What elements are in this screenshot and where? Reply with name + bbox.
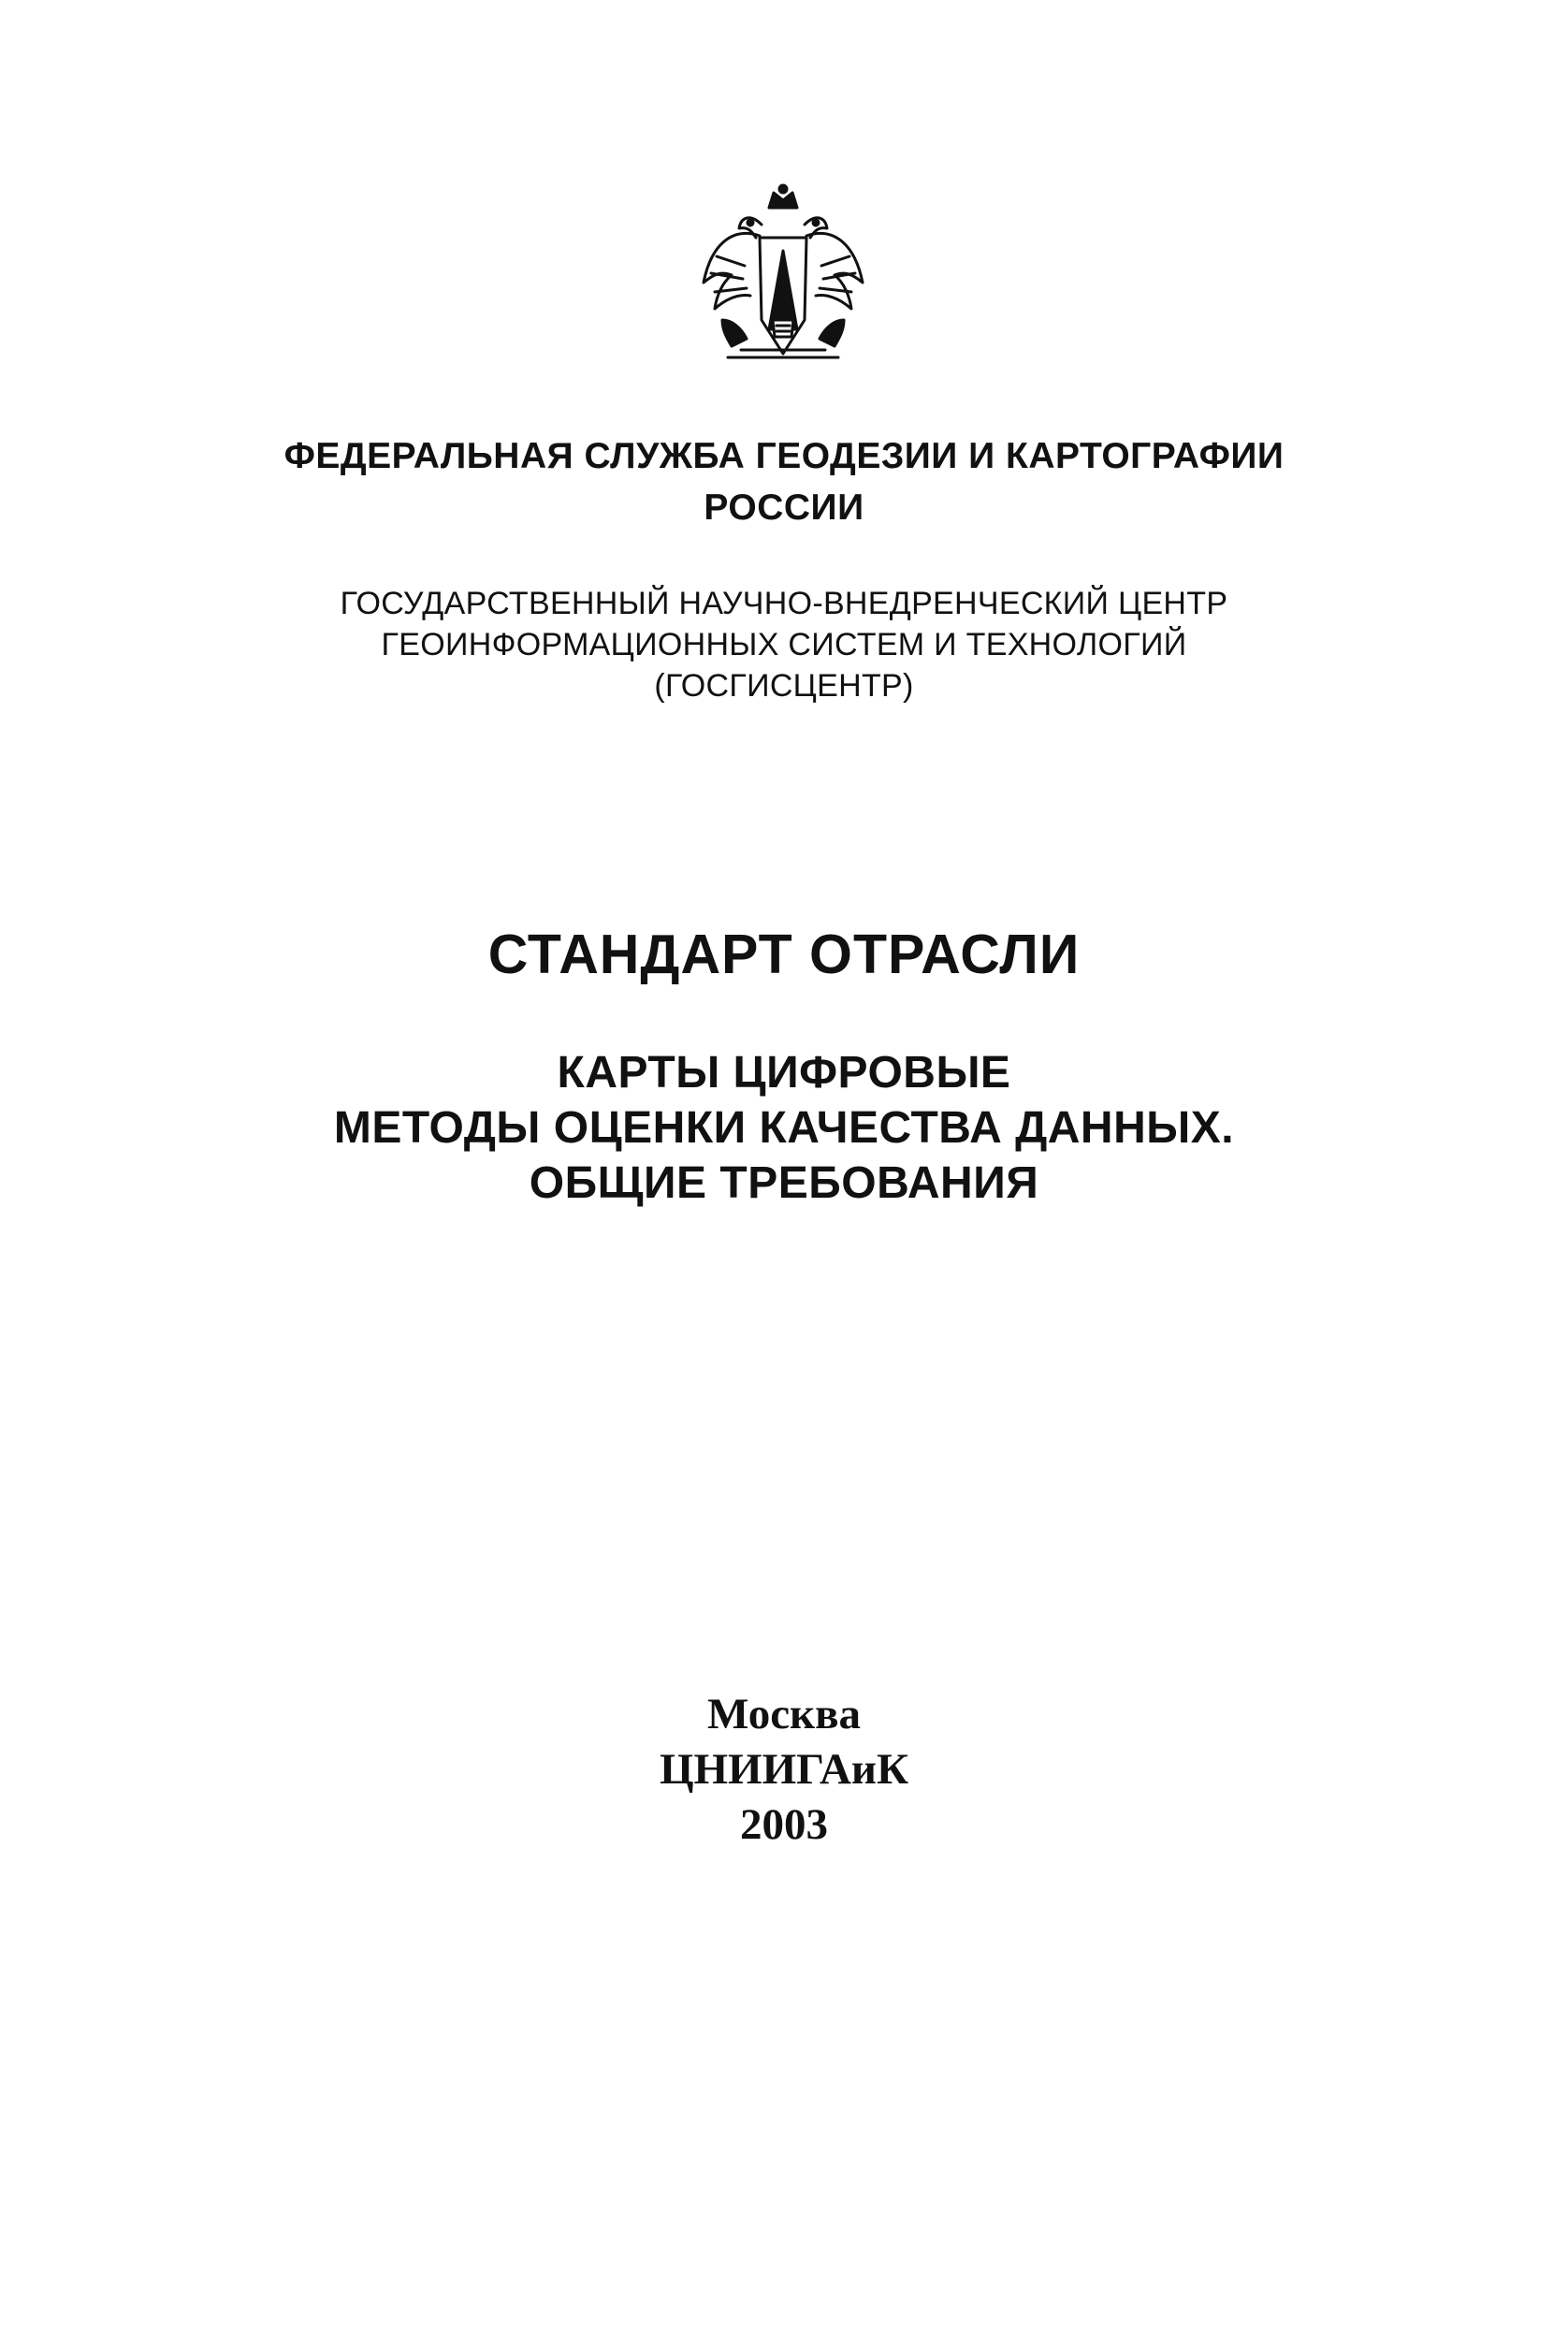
document-title-line-3: ОБЩИЕ ТРЕБОВАНИЯ [529,1158,1039,1208]
imprint-publisher: ЦНИИГАиК [659,1745,909,1794]
imprint-city: Москва [706,1690,862,1738]
agency-name [0,430,1568,533]
research-center-name [0,583,1568,706]
research-center-line-1: ГОСУДАРСТВЕННЫЙ НАУЧНО-ВНЕДРЕНЧЕСКИЙ ЦЕНТР [340,586,1228,621]
publication-imprint [0,1687,1568,1853]
document-type: СТАНДАРТ ОТРАСЛИ [487,924,1081,985]
agency-name-line-2: РОССИИ [704,487,864,528]
research-center-line-2: ГЕОИНФОРМАЦИОННЫХ СИСТЕМ И ТЕХНОЛОГИЙ [381,627,1187,662]
document-title-line-1: КАРТЫ ЦИФРОВЫЕ [557,1048,1011,1098]
double-headed-eagle-emblem-icon [694,180,872,367]
document-title [0,1045,1568,1211]
agency-name-line-1: ФЕДЕРАЛЬНАЯ СЛУЖБА ГЕОДЕЗИИ И КАРТОГРАФИИ [283,436,1285,476]
imprint-year: 2003 [740,1800,828,1849]
research-center-line-3: (ГОСГИСЦЕНТР) [654,668,914,704]
document-title-line-2: МЕТОДЫ ОЦЕНКИ КАЧЕСТВА ДАННЫХ. [333,1103,1235,1153]
document-type-heading [0,922,1568,987]
